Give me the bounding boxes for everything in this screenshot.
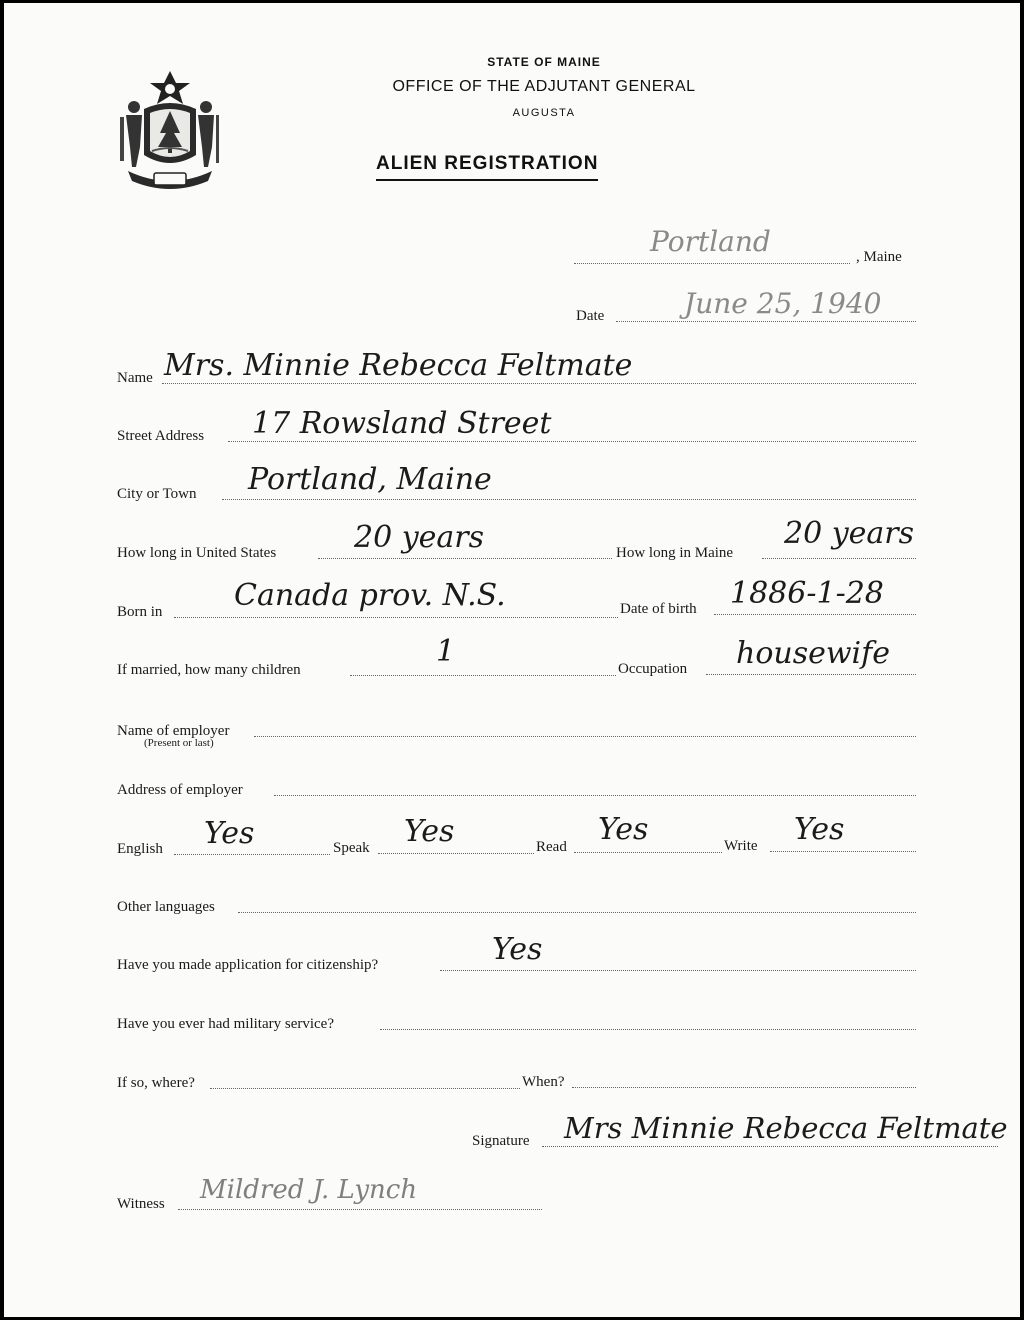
read-value: Yes (598, 812, 649, 847)
citizenship-label: Have you made application for citizenship? (117, 957, 379, 973)
how-long-us-value: 20 years (354, 520, 485, 555)
children-value: 1 (436, 634, 456, 669)
signature-label: Signature (472, 1133, 530, 1149)
form-title: ALIEN REGISTRATION (376, 153, 598, 181)
other-languages-line (238, 912, 916, 913)
english-value: Yes (204, 816, 255, 851)
street-line (228, 441, 916, 442)
office-heading: OFFICE OF THE ADJUTANT GENERAL (392, 78, 696, 95)
date-of-birth-label: Date of birth (620, 601, 697, 617)
location-suffix: , Maine (856, 249, 902, 265)
employer-name-line (254, 736, 916, 737)
how-long-maine-line (762, 558, 916, 559)
military-label: Have you ever had military service? (117, 1016, 334, 1032)
employer-name-label: Name of employer (117, 723, 230, 739)
street-label: Street Address (117, 428, 205, 444)
signature-value: Mrs Minnie Rebecca Feltmate (564, 1111, 1008, 1145)
employer-address-label: Address of employer (117, 782, 243, 798)
english-label: English (117, 841, 163, 857)
speak-line (378, 853, 534, 854)
when-label: When? (522, 1074, 565, 1090)
born-in-value: Canada prov. N.S. (234, 578, 506, 613)
english-line (174, 854, 330, 855)
date-of-birth-line (714, 614, 916, 615)
born-in-line (174, 617, 618, 618)
how-long-maine-label: How long in Maine (616, 545, 734, 561)
name-label: Name (117, 370, 153, 386)
speak-label: Speak (333, 840, 370, 856)
maine-state-seal-icon (114, 67, 226, 193)
occupation-label: Occupation (618, 661, 688, 677)
date-label: Date (576, 308, 605, 324)
when-line (572, 1087, 916, 1088)
location-line (574, 263, 850, 264)
speak-value: Yes (404, 814, 455, 849)
children-label: If married, how many children (117, 662, 301, 678)
witness-line (178, 1209, 542, 1210)
name-value: Mrs. Minnie Rebecca Feltmate (164, 348, 633, 383)
how-long-us-line (318, 558, 612, 559)
city-label: City or Town (117, 486, 197, 502)
read-label: Read (536, 839, 567, 855)
born-in-label: Born in (117, 604, 163, 620)
how-long-us-label: How long in United States (117, 545, 277, 561)
signature-line (542, 1146, 998, 1147)
witness-label: Witness (117, 1196, 165, 1212)
write-value: Yes (794, 812, 845, 847)
location-value: Portland (650, 225, 771, 258)
where-label: If so, where? (117, 1075, 195, 1091)
citizenship-line (440, 970, 916, 971)
employer-address-line (274, 795, 916, 796)
city-heading: AUGUSTA (512, 107, 576, 119)
read-line (574, 852, 722, 853)
other-languages-label: Other languages (117, 899, 215, 915)
citizenship-value: Yes (492, 932, 543, 967)
occupation-line (706, 674, 916, 675)
state-heading: STATE OF MAINE (487, 55, 601, 69)
occupation-value: housewife (736, 636, 890, 671)
how-long-maine-value: 20 years (784, 516, 915, 551)
write-label: Write (724, 838, 758, 854)
registration-form-page (4, 3, 1020, 1317)
witness-value: Mildred J. Lynch (200, 1175, 418, 1205)
where-line (210, 1088, 520, 1089)
name-line (162, 383, 916, 384)
date-of-birth-value: 1886-1-28 (730, 576, 884, 611)
write-line (770, 851, 916, 852)
street-value: 17 Rowsland Street (252, 406, 552, 441)
employer-name-sublabel: (Present or last) (144, 737, 214, 749)
city-line (222, 499, 916, 500)
date-line (616, 321, 916, 322)
city-value: Portland, Maine (248, 462, 492, 497)
date-value: June 25, 1940 (684, 287, 882, 320)
military-line (380, 1029, 916, 1030)
children-line (350, 675, 616, 676)
